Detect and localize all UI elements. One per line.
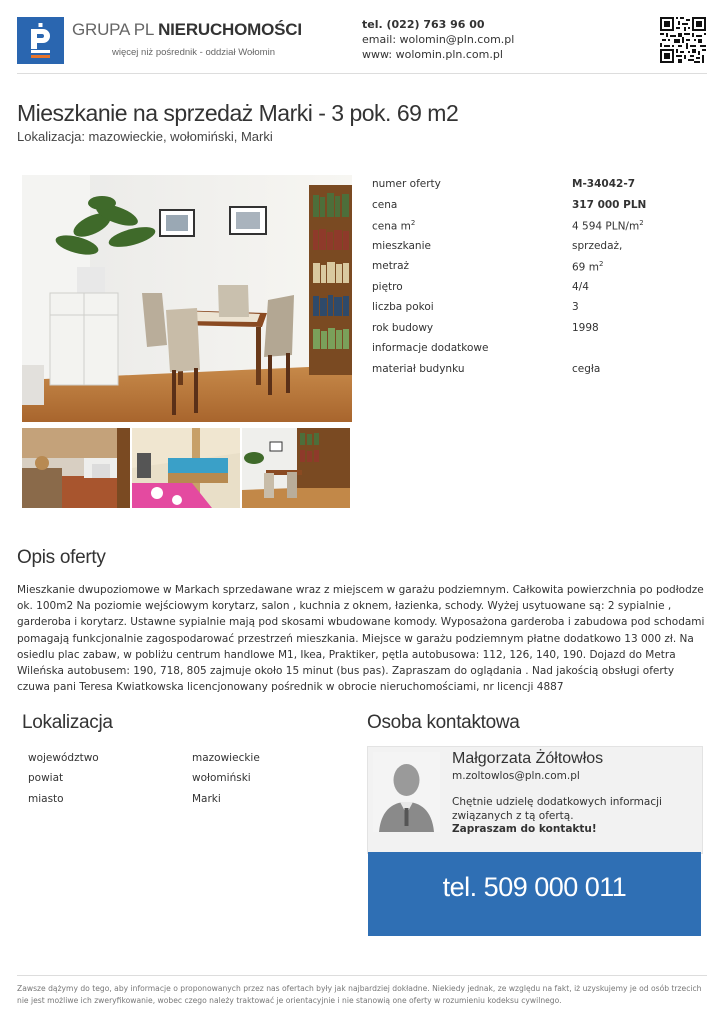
header-divider (17, 73, 707, 74)
agent-phone[interactable]: tel. 509 000 011 (442, 872, 627, 902)
location-label-county: powiat (28, 772, 64, 784)
location-value-city: Marki (192, 793, 221, 805)
location-value-voivodeship: mazowieckie (192, 752, 260, 764)
location-value-county: wołomiński (192, 772, 251, 784)
brand-tagline: więcej niż pośrednik - oddział Wołomin (112, 47, 275, 58)
agent-email[interactable]: m.zoltowlos@pln.com.pl (452, 770, 580, 782)
qr-code (660, 17, 706, 63)
office-email[interactable]: email: wolomin@pln.com.pl (362, 33, 515, 46)
office-phone[interactable]: tel. (022) 763 96 00 (362, 18, 485, 31)
agent-avatar (373, 752, 440, 832)
location-heading: Lokalizacja (22, 712, 113, 733)
description-heading: Opis oferty (17, 547, 106, 568)
agent-message: Chętnie udzielę dodatkowych informacji związanych z tą ofertą. Zapraszam do kontaktu! (452, 796, 662, 835)
company-logo (17, 17, 64, 64)
listing-location: Lokalizacja: mazowieckie, wołomiński, Marki (17, 129, 273, 144)
location-label-city: miasto (28, 793, 64, 805)
office-website[interactable]: www: wolomin.pln.com.pl (362, 48, 503, 61)
footer-divider (17, 975, 707, 976)
listing-title: Mieszkanie na sprzedaż Marki - 3 pok. 69 m2 (17, 100, 459, 126)
contact-cta: Zapraszam do kontaktu! (452, 823, 597, 835)
footer-disclaimer: Zawsze dążymy do tego, aby informacje o proponowanych przez nas ofertach były jak najbardziej dokładne. Niekiedy jednak, ze względu na fakt, iż uzyskujemy je od osób trzecich nie jest możliwe ich zweryfikowanie, wobec czego należy traktować je orientacyjnie i nie stanowią one oferty w rozumieniu kodeksu cywilnego. (17, 984, 702, 1005)
main-photo[interactable] (22, 175, 352, 422)
brand-name: GRUPA PL NIERUCHOMOŚCI (72, 20, 302, 39)
office-contact (362, 17, 514, 62)
thumbnail-kitchen[interactable] (22, 428, 130, 508)
description-text: Mieszkanie dwupoziomowe w Markach sprzedawane wraz z miejscem w garażu podziemnym. Całkowita powierzchnia po podłodze ok. 100m2 Na poziomie wejściowym korytarz, salon , kuchnia z oknem, łazienka, schody. Wyżej usytuowane są: 2 sypialnie , garderoba i korytarz. Ustawne sypialnie mają pod skosami wbudowane komody. Wyposażona garderoba i zabudowa pod schodami pomagają funkcjonalnie zagospodarować przestrzeń mieszkania. Miejsce w garażu podziemnym płatne dodatkowo 13 000 zł. Na osiedlu plac zabaw, w pobliżu centrum handlowe M1, Ikea, Praktiker, pętla autobusowa: 112, 126, 140, 190. Dojazd do Metra Wileńska autobusem: 190, 718, 805 zajmuje około 15 minut (bus pas). Zapraszam do oglądania . Nad jakością obsługi oferty czuwa pani Teresa Kwiatkowska licencjonowany pośrednik w obrocie nieruchomościami, nr licencji 4887 (17, 584, 705, 694)
location-label-voivodeship: województwo (28, 752, 99, 764)
agent-name: Małgorzata Żółtowłos (452, 750, 604, 767)
thumbnail-dining[interactable] (242, 428, 350, 508)
contact-heading: Osoba kontaktowa (367, 712, 520, 733)
thumbnail-bedroom[interactable] (132, 428, 240, 508)
